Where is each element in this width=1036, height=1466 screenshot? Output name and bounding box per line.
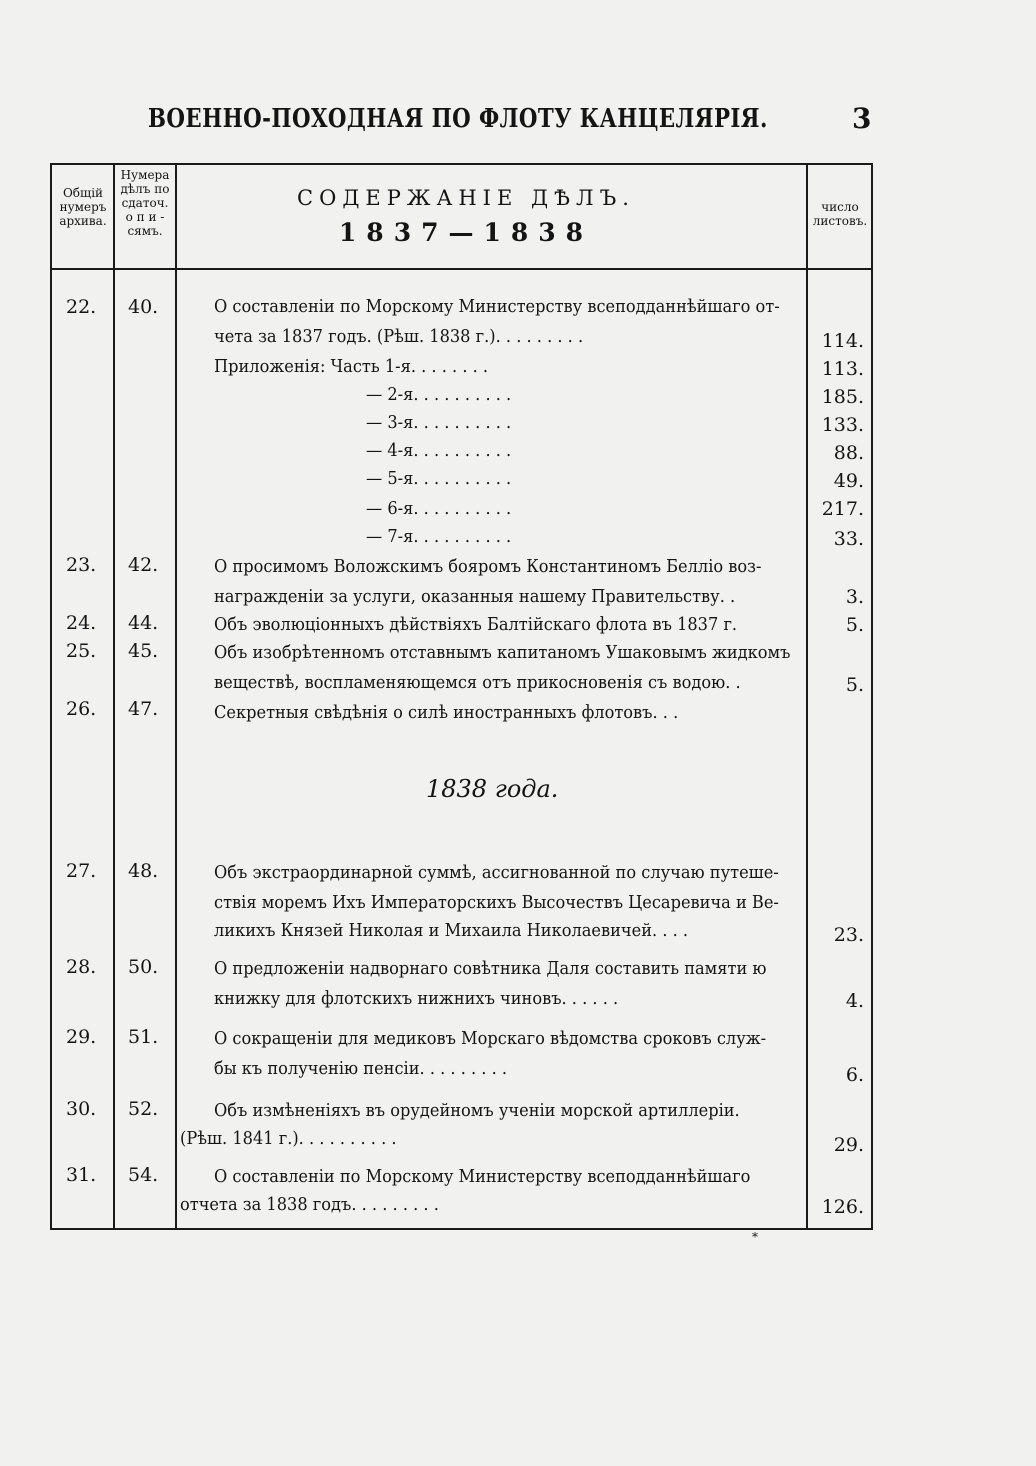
printer-mark: * <box>752 1230 758 1244</box>
entry-text: бы къ полученію пенсіи. . . . . . . . . <box>214 1058 508 1079</box>
leaves-count: 4. <box>845 990 864 1012</box>
entry-text: Объ изобрѣтенномъ отставнымъ капитаномъ Ушаковымъ жидкомъ <box>214 642 791 663</box>
archive-number: 24. <box>66 612 97 634</box>
inventory-number: 44. <box>128 612 159 634</box>
archive-number: 26. <box>66 698 97 720</box>
entry-text: — 6-я. . . . . . . . . . <box>366 498 512 519</box>
entry-text: награжденіи за услуги, оказанныя нашему Правительству. . <box>214 586 736 607</box>
leaves-count: 29. <box>833 1134 864 1156</box>
entry-text: О просимомъ Воложскимъ бояромъ Константиномъ Белліо воз- <box>214 556 762 577</box>
leaves-count: 5. <box>845 614 864 636</box>
entry-text: Объ экстраординарной суммѣ, ассигнованной по случаю путеше- <box>214 862 779 883</box>
leaves-count: 185. <box>821 386 864 408</box>
leaves-count: 133. <box>821 414 864 436</box>
inventory-number: 40. <box>128 296 159 318</box>
entry-text: Объ измѣненіяхъ въ орудейномъ ученіи морской артиллеріи. <box>214 1100 740 1121</box>
leaves-count: 114. <box>821 330 864 352</box>
archive-number: 22. <box>66 296 97 318</box>
inventory-number: 50. <box>128 956 159 978</box>
column-divider <box>806 163 808 1230</box>
contents-heading: СОДЕРЖАНІЕ ДѢЛЪ. <box>297 186 635 210</box>
entry-text: ликихъ Князей Николая и Михаила Николаевичей. . . . <box>214 920 689 941</box>
entry-text: отчета за 1838 годъ. . . . . . . . . <box>180 1194 439 1215</box>
page-number: 3 <box>852 102 872 135</box>
leaves-count: 3. <box>845 586 864 608</box>
archive-number: 28. <box>66 956 97 978</box>
leaves-count: 6. <box>845 1064 864 1086</box>
column-header-leaves: число листовъ. <box>812 200 868 228</box>
entry-text: — 5-я. . . . . . . . . . <box>366 468 512 489</box>
inventory-number: 42. <box>128 554 159 576</box>
archive-number: 27. <box>66 860 97 882</box>
entry-text: Секретныя свѣдѣнія о силѣ иностранныхъ флотовъ. . . <box>214 702 679 723</box>
page-title: ВОЕННО-ПОХОДНАЯ ПО ФЛОТУ КАНЦЕЛЯРІЯ. <box>148 104 768 134</box>
entry-text: О составленіи по Морскому Министерству всеподданнѣйшаго от- <box>214 296 780 317</box>
leaves-count: 88. <box>833 442 864 464</box>
years-heading: 1837—1838 <box>338 218 594 247</box>
entry-text: — 4-я. . . . . . . . . . <box>366 440 512 461</box>
archive-number: 30. <box>66 1098 97 1120</box>
inventory-number: 47. <box>128 698 159 720</box>
inventory-number: 54. <box>128 1164 159 1186</box>
entry-text: — 2-я. . . . . . . . . . <box>366 384 512 405</box>
leaves-count: 126. <box>821 1196 864 1218</box>
leaves-count: 33. <box>833 528 864 550</box>
year-heading: 1838 года. <box>426 775 559 803</box>
entry-text: веществѣ, воспламеняющемся отъ прикосновенія съ водою. . <box>214 672 741 693</box>
inventory-number: 45. <box>128 640 159 662</box>
archive-number: 31. <box>66 1164 97 1186</box>
archive-number: 25. <box>66 640 97 662</box>
entry-text: О составленіи по Морскому Министерству всеподданнѣйшаго <box>214 1166 751 1187</box>
inventory-number: 51. <box>128 1026 159 1048</box>
entry-text: О сокращеніи для медиковъ Морскаго вѣдомства сроковъ служ- <box>214 1028 767 1049</box>
entry-text: чета за 1837 годъ. (Рѣш. 1838 г.). . . . . . . . . <box>214 326 584 347</box>
entry-text: (Рѣш. 1841 г.). . . . . . . . . . <box>180 1128 397 1149</box>
inventory-number: 52. <box>128 1098 159 1120</box>
inventory-number: 48. <box>128 860 159 882</box>
entry-text: — 7-я. . . . . . . . . . <box>366 526 512 547</box>
archive-number: 23. <box>66 554 97 576</box>
leaves-count: 23. <box>833 924 864 946</box>
entry-text: О предложеніи надворнаго совѣтника Даля составить памяти ю <box>214 958 767 979</box>
entry-text: Объ эволюціонныхъ дѣйствіяхъ Балтійскаго флота въ 1837 г. <box>214 614 738 635</box>
column-header-archive: Общій нумеръ архива. <box>59 186 107 228</box>
header-divider <box>50 268 873 270</box>
entry-text: книжку для флотскихъ нижнихъ чиновъ. . . . . . <box>214 988 619 1009</box>
archive-number: 29. <box>66 1026 97 1048</box>
leaves-count: 5. <box>845 674 864 696</box>
column-header-inventory: Нумера дѣлъ по сдаточ. о п и - сямъ. <box>120 168 170 238</box>
entry-text: Приложенія: Часть 1-я. . . . . . . . <box>214 356 489 377</box>
column-divider <box>175 163 177 1230</box>
leaves-count: 217. <box>821 498 864 520</box>
column-divider <box>113 163 115 1230</box>
entry-text: — 3-я. . . . . . . . . . <box>366 412 512 433</box>
entry-text: ствія моремъ Ихъ Императорскихъ Высочествъ Цесаревича и Ве- <box>214 892 779 913</box>
leaves-count: 113. <box>821 358 864 380</box>
leaves-count: 49. <box>833 470 864 492</box>
